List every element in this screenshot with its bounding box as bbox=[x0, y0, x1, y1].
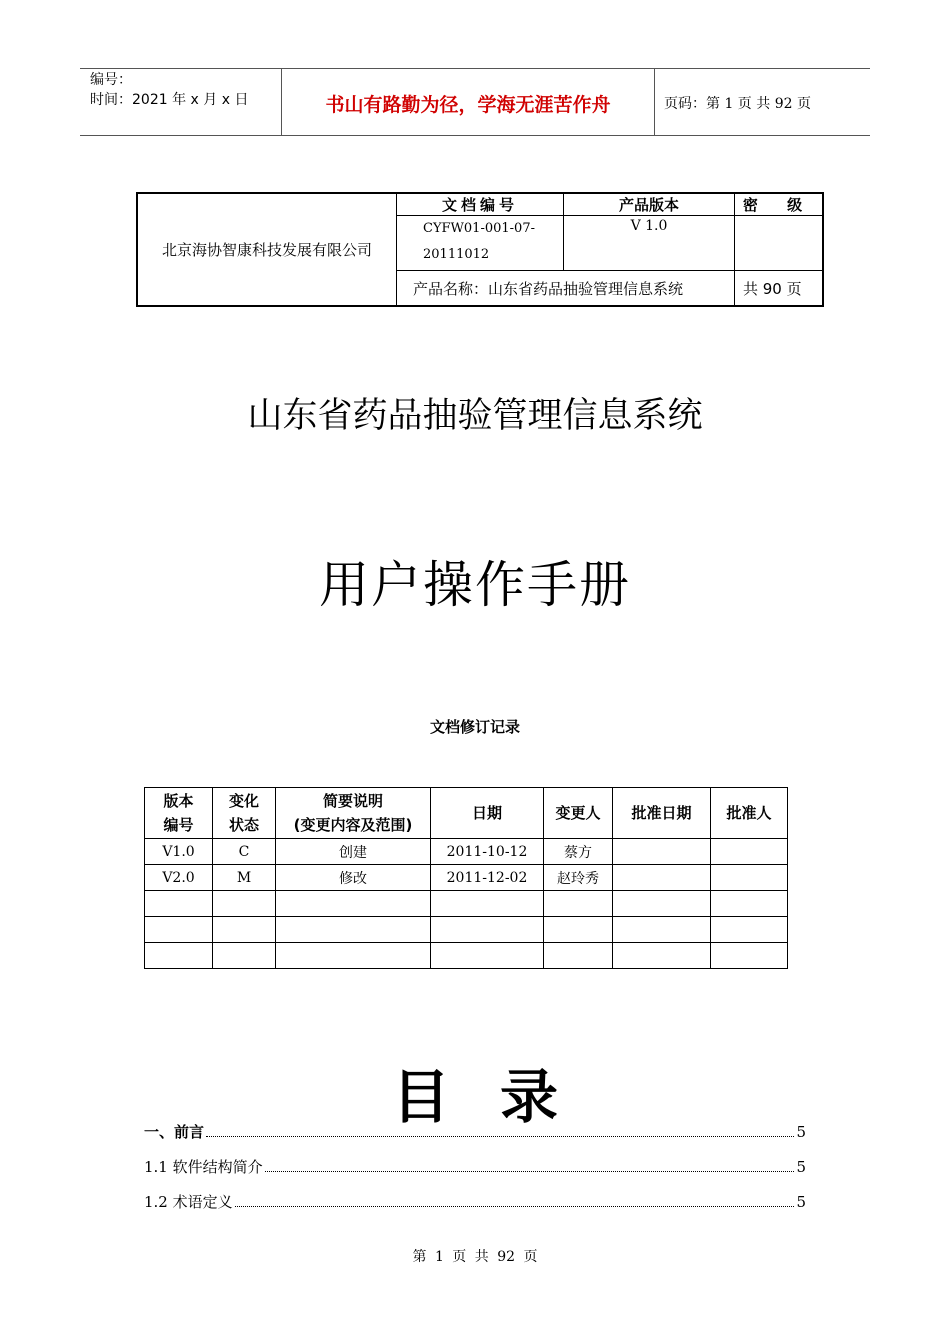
table-cell bbox=[544, 917, 613, 943]
version-header: 产品版本 bbox=[564, 193, 735, 216]
table-cell: 2011-12-02 bbox=[431, 865, 544, 891]
doc-number-line2: 20111012 bbox=[423, 247, 490, 262]
toc-entry[interactable] bbox=[144, 1191, 806, 1212]
col-header-status: 变化 状态 bbox=[213, 788, 276, 839]
header-top-rule bbox=[80, 68, 870, 69]
security-header: 密 级 bbox=[735, 193, 824, 216]
table-cell: 创建 bbox=[276, 839, 431, 865]
table-cell: 修改 bbox=[276, 865, 431, 891]
table-cell bbox=[213, 891, 276, 917]
table-cell: C bbox=[213, 839, 276, 865]
header-page-info: 页码：第 1 页 共 92 页 bbox=[664, 96, 811, 112]
table-cell: M bbox=[213, 865, 276, 891]
header-bottom-rule bbox=[80, 135, 870, 136]
table-cell bbox=[711, 839, 788, 865]
header-meta bbox=[90, 70, 248, 110]
table-cell bbox=[613, 891, 711, 917]
table-cell bbox=[145, 917, 213, 943]
toc-leader-dots bbox=[235, 1206, 795, 1207]
table-cell bbox=[145, 943, 213, 969]
table-row bbox=[145, 917, 788, 943]
table-cell: 蔡方 bbox=[544, 839, 613, 865]
total-pages: 共 90 页 bbox=[735, 271, 824, 307]
table-cell bbox=[431, 943, 544, 969]
version-value: V 1.0 bbox=[564, 216, 735, 271]
table-cell bbox=[276, 891, 431, 917]
toc-entry-label: 一、前言 bbox=[144, 1123, 205, 1141]
table-row bbox=[145, 839, 788, 865]
toc-entry-label: 1.2 术语定义 bbox=[144, 1193, 233, 1211]
table-cell bbox=[613, 917, 711, 943]
header-divider-right bbox=[654, 68, 655, 136]
toc-entry-page: 5 bbox=[796, 1123, 806, 1141]
table-cell bbox=[613, 943, 711, 969]
table-cell bbox=[431, 891, 544, 917]
table-cell bbox=[613, 839, 711, 865]
document-subtitle: 用户操作手册 bbox=[319, 556, 631, 614]
table-row bbox=[145, 865, 788, 891]
security-value bbox=[735, 216, 824, 271]
header-number-label: 编号： bbox=[90, 72, 132, 88]
table-cell: V2.0 bbox=[145, 865, 213, 891]
col-header-version: 版本 编号 bbox=[145, 788, 213, 839]
doc-number-cell bbox=[397, 216, 564, 271]
toc-entry-label: 1.1 软件结构简介 bbox=[144, 1158, 263, 1176]
table-cell bbox=[711, 865, 788, 891]
table-cell: V1.0 bbox=[145, 839, 213, 865]
table-cell bbox=[276, 917, 431, 943]
revision-header-row bbox=[145, 788, 788, 839]
table-cell bbox=[276, 943, 431, 969]
table-cell bbox=[544, 943, 613, 969]
table-cell bbox=[544, 891, 613, 917]
table-cell bbox=[711, 917, 788, 943]
toc-entry-page: 5 bbox=[796, 1158, 806, 1176]
revision-record-title: 文档修订记录 bbox=[429, 718, 520, 736]
doc-number-header: 文档编号 bbox=[397, 193, 564, 216]
table-cell bbox=[431, 917, 544, 943]
toc-entry[interactable] bbox=[144, 1121, 806, 1142]
col-header-date: 日期 bbox=[431, 788, 544, 839]
col-header-changer: 变更人 bbox=[544, 788, 613, 839]
table-row bbox=[145, 891, 788, 917]
table-cell bbox=[711, 943, 788, 969]
toc-leader-dots bbox=[265, 1171, 795, 1172]
table-cell bbox=[613, 865, 711, 891]
header-time-label: 时间：2021 年 x 月 x 日 bbox=[90, 92, 249, 108]
table-cell bbox=[213, 917, 276, 943]
header-motto: 书山有路勤为径，学海无涯苦作舟 bbox=[325, 94, 611, 116]
document-title: 山东省药品抽验管理信息系统 bbox=[247, 396, 703, 436]
page-footer: 第 1 页 共 92 页 bbox=[412, 1249, 538, 1265]
toc-leader-dots bbox=[206, 1136, 794, 1137]
col-header-summary: 简要说明 (变更内容及范围) bbox=[276, 788, 431, 839]
toc-entry-page: 5 bbox=[796, 1193, 806, 1211]
doc-number-line1: CYFW01-001-07- bbox=[423, 221, 535, 236]
table-row bbox=[145, 943, 788, 969]
company-name: 北京海协智康科技发展有限公司 bbox=[137, 193, 397, 306]
col-header-approver: 批准人 bbox=[711, 788, 788, 839]
table-cell: 赵玲秀 bbox=[544, 865, 613, 891]
product-name: 产品名称：山东省药品抽验管理信息系统 bbox=[397, 271, 735, 307]
table-cell bbox=[711, 891, 788, 917]
revision-table bbox=[144, 787, 788, 969]
table-cell: 2011-10-12 bbox=[431, 839, 544, 865]
table-cell bbox=[145, 891, 213, 917]
toc-heading: 目录 bbox=[391, 1063, 608, 1131]
table-cell bbox=[213, 943, 276, 969]
doc-info-table bbox=[136, 192, 824, 307]
col-header-approval-date: 批准日期 bbox=[613, 788, 711, 839]
toc-entry[interactable] bbox=[144, 1156, 806, 1177]
